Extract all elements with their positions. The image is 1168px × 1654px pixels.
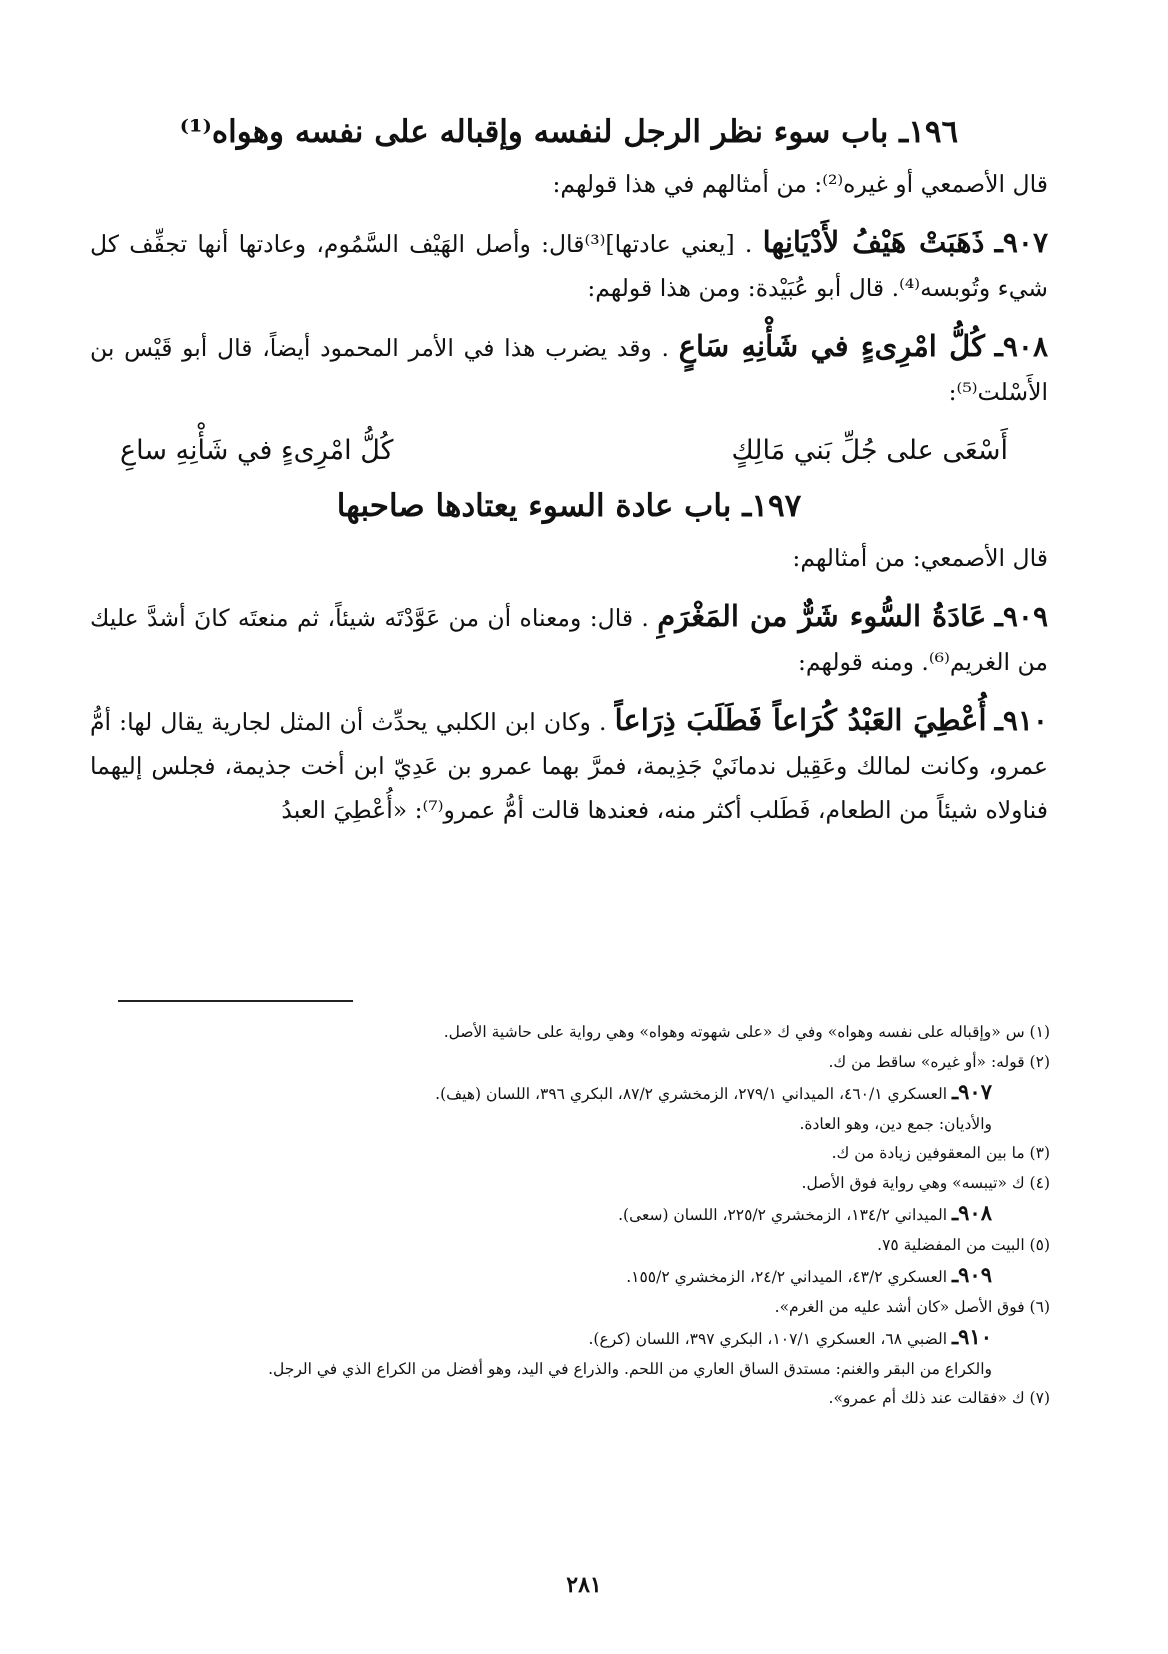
entry-910-proverb: أُعْطِيَ العَبْدُ كُرَاعاً فَطَلَبَ ذِرَاعاً <box>614 703 987 737</box>
entry-910-number: ٩١٠ـ <box>994 704 1048 737</box>
source-908-number: ٩٠٨ـ <box>952 1200 992 1225</box>
main-text <box>90 110 1048 846</box>
footnote-divider <box>118 1000 353 1002</box>
entry-908-text: . وقد يضرب هذا في الأمر المحمود أيضاً، قال أبو قَيْس بن الأَسْلت⁽⁵⁾: <box>90 334 1048 406</box>
source-910-number: ٩١٠ـ <box>952 1324 992 1349</box>
chapter-197-intro: قال الأصمعي: من أمثالهم: <box>792 544 1048 572</box>
source-910-note: والكراع من البقر والغنم: مستدق الساق العاري من اللحم. والذراع في اليد، وهو أفضل من الكراع الذي في الرجل. <box>268 1359 992 1378</box>
footnote-2: (٢) قوله: «أو غيره» ساقط من ك. <box>828 1052 1050 1071</box>
source-909 <box>90 1260 1050 1293</box>
footnote-4: (٤) ك «تيبسه» وهي رواية فوق الأصل. <box>801 1173 1050 1192</box>
verse-second-hemistich: كُلُّ امْرِىءٍ في شَأْنِهِ ساعِ <box>120 435 394 466</box>
source-909-text: العسكري ٤٣/٢، الميداني ٢٤/٢، الزمخشري ١٥٥/٢. <box>626 1268 948 1286</box>
footnote-7: (٧) ك «فقالت عند ذلك أم عمرو». <box>828 1389 1050 1407</box>
page-number: ٢٨١ <box>566 1572 602 1598</box>
source-909-number: ٩٠٩ـ <box>952 1262 992 1287</box>
entry-907-number: ٩٠٧ـ <box>994 226 1048 259</box>
verse-first-hemistich: أَسْعَى على جُلِّ بَني مَالِكٍ <box>731 435 1008 466</box>
entry-909 <box>90 594 1048 684</box>
verse-line <box>120 428 1008 474</box>
source-907-note: والأديان: جمع دين، وهو العادة. <box>799 1114 992 1133</box>
entry-907-proverb: ذَهَبَتْ هَيْفُ لأَدْيَانِها <box>762 225 985 259</box>
source-910-text: الضبي ٦٨، العسكري ١٠٧/١، البكري ٣٩٧، اللسان (كرع). <box>588 1330 948 1348</box>
entry-907-text: . [يعني عادتها]⁽³⁾قال: وأصل الهَيْف السَّمُوم، وعادتها أنها تجفِّف كل شيء وتُوبسه⁽⁴⁾. قال أبو عُبَيْدة: ومن هذا قولهم: <box>90 230 1048 302</box>
source-907-text: العسكري ٤٦٠/١، الميداني ٢٧٩/١، الزمخشري ٨٧/٢، البكري ٣٩٦، اللسان (هيف). <box>435 1085 948 1103</box>
entry-907 <box>90 220 1048 310</box>
source-908-text: الميداني ١٣٤/٢، الزمخشري ٢٢٥/٢، اللسان (سعى). <box>618 1206 948 1224</box>
chapter-196-heading: ١٩٦ـ باب سوء نظر الرجل لنفسه وإقباله على نفسه وهواه⁽¹⁾ <box>179 114 959 150</box>
source-907-number: ٩٠٧ـ <box>952 1079 992 1104</box>
source-908 <box>90 1198 1050 1231</box>
footnotes <box>90 1018 1050 1414</box>
entry-908-number: ٩٠٨ـ <box>994 330 1048 363</box>
source-910 <box>90 1322 1050 1355</box>
footnote-1: (١) س «وإقباله على نفسه وهواه» وفي ك «على شهوته وهواه» وهي رواية على حاشية الأصل. <box>443 1023 1050 1041</box>
footnote-6: (٦) فوق الأصل «كان أشد عليه من الغرم». <box>774 1297 1050 1316</box>
footnote-3: (٣) ما بين المعقوفين زيادة من ك. <box>831 1144 1050 1162</box>
footnote-5: (٥) البيت من المفضلية ٧٥. <box>877 1235 1050 1254</box>
chapter-196-intro: قال الأصمعي أو غيره⁽²⁾: من أمثالهم في هذا قولهم: <box>552 170 1048 198</box>
chapter-197-heading: ١٩٧ـ باب عادة السوء يعتادها صاحبها <box>336 488 802 524</box>
entry-909-text: . قال: ومعناه أن من عَوَّدْتَه شيئاً، ثم منعتَه كانَ أشدَّ عليك من الغريم⁽⁶⁾. ومنه قولهم: <box>90 604 1048 676</box>
source-907 <box>90 1077 1050 1110</box>
entry-909-number: ٩٠٩ـ <box>994 600 1048 633</box>
entry-908-proverb: كُلُّ امْرِىءٍ في شَأْنِهِ سَاعٍ <box>678 329 985 363</box>
entry-910-text: . وكان ابن الكلبي يحدِّث أن المثل لجارية يقال لها: أمُّ عمرو، وكانت لمالك وعَقِيل ندمانَيْ جَذِيمة، فمرَّ بهما عمرو بن عَدِيّ ابن أخت جذيمة، فجلس إليهما فناولاه شيئاً من الطعام، فَطَلب أكثر منه، فعندها قالت أمُّ عمرو⁽⁷⁾: «أُعْطِيَ العبدُ <box>90 708 1048 824</box>
entry-908 <box>90 324 1048 414</box>
entry-909-proverb: عَادَةُ السُّوء شَرٌّ من المَغْرَمِ <box>657 599 987 633</box>
entry-910 <box>90 698 1048 832</box>
